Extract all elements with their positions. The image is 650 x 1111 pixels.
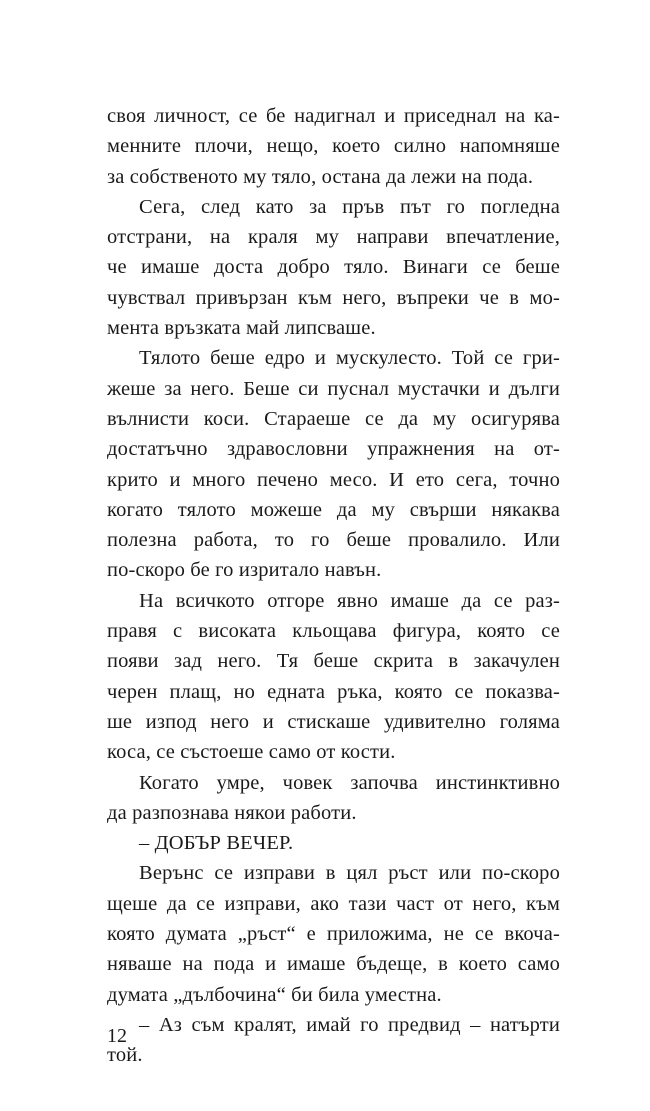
text-line: че имаше доста добро тяло. Винаги се беше (107, 256, 560, 279)
text-line: достатъчно здравословни упражнения на от- (107, 438, 560, 461)
text-line: полезна работа, то го беше провалило. Или (107, 529, 560, 552)
text-line: – ДОБЪР ВЕЧЕР. (139, 832, 294, 855)
text-line: чувствал привързан към него, въпреки че в мо- (107, 286, 560, 309)
text-line: няваше на пода и имаше бъдеще, в което само (107, 953, 560, 976)
text-line: вълнисти коси. Стараеше се да му осигурява (107, 407, 560, 430)
text-line: да разпознава някои работи. (107, 801, 357, 824)
text-line: ше изпод него и стискаше удивително голяма (107, 710, 560, 733)
text-line: думата „дълбочина“ би била уместна. (107, 983, 442, 1006)
text-line: Верънс се изправи в цял ръст или по-скоро (139, 862, 560, 885)
text-line: жеше за него. Беше си пуснал мустачки и дълги (107, 377, 560, 400)
text-line: крито и много печено месо. И ето сега, точно (107, 468, 560, 491)
text-line: – Аз съм кралят, имай го предвид – натърти (139, 1013, 560, 1036)
text-line: появи зад него. Тя беше скрита в закачулен (107, 650, 560, 673)
text-line: менните плочи, нещо, което силно напомняше (107, 135, 560, 158)
text-line: Когато умре, човек започва инстинктивно (139, 771, 560, 794)
text-line: която думата „ръст“ е приложима, не се вкоча- (107, 923, 560, 946)
text-line: отстрани, на краля му направи впечатление, (107, 226, 560, 249)
text-line: щеше да се изправи, ако тази част от него, към (107, 892, 560, 915)
text-line: той. (107, 1044, 143, 1067)
text-line: правя с високата кльощава фигура, която се (107, 620, 560, 643)
text-line: своя личност, се бе надигнал и приседнал на ка- (107, 105, 560, 127)
text-line: Сега, след като за пръв път го погледна (139, 195, 560, 218)
text-line: черен плащ, но едната ръка, която се показва- (107, 680, 560, 703)
text-line: коса, се състоеше само от кости. (107, 741, 396, 764)
page-number: 12 (107, 1025, 127, 1047)
text-line: за собственото му тяло, остана да лежи на пода. (107, 165, 534, 188)
text-line: На всичкото отгоре явно имаше да се раз- (139, 589, 560, 612)
text-line: по-скоро бе го изритало навън. (107, 559, 382, 582)
text-line: Тялото беше едро и мускулесто. Той се гри- (139, 347, 560, 370)
body-text (107, 101, 560, 1071)
text-line: мента връзката май липсваше. (107, 317, 376, 340)
text-line: когато тялото можеше да му свърши някаква (107, 498, 560, 521)
